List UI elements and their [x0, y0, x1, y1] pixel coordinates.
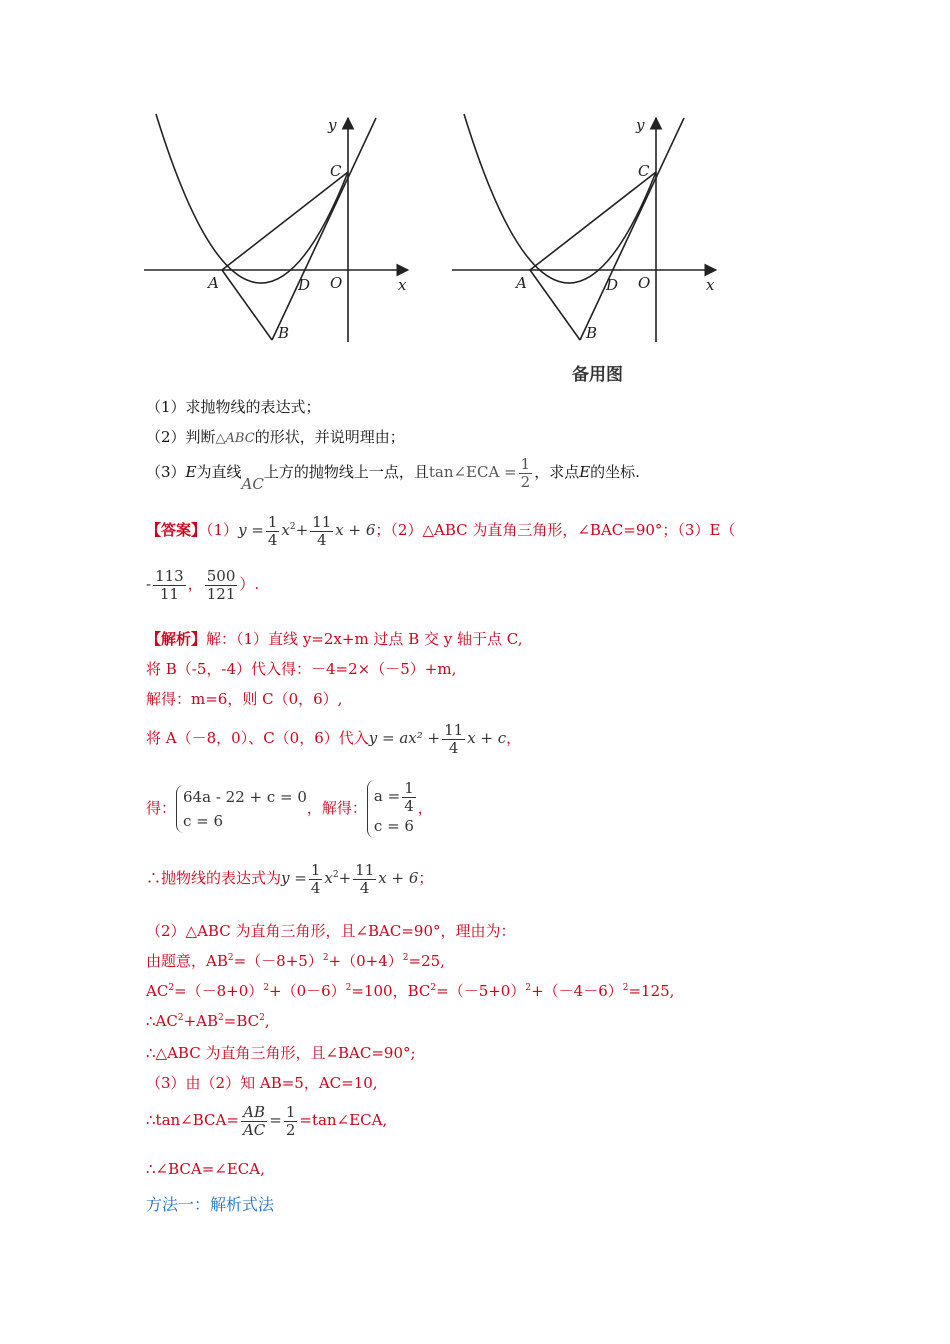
- analysis-line-9: $AC^2=(-8+0)^2+(0-6)^2=100$，$BC^2=(-5+0)^2+(-4-6)^2=125$,: [146, 982, 675, 1000]
- question-2: [146, 426, 405, 447]
- label-A-2: A: [516, 274, 527, 292]
- analysis-line-11: ∴△ABC 为直角三角形，且∠BAC=90°;: [146, 1044, 416, 1062]
- q3-post2: 的坐标.: [590, 463, 640, 481]
- question-1: （1）求抛物线的表达式；: [146, 398, 321, 416]
- answer-tag: 【答案】: [146, 521, 207, 539]
- q3-fraction: $\frac{1}{2}$: [520, 455, 531, 491]
- label-y-2: y: [636, 116, 645, 134]
- analysis-line-14: ∴∠BCA=∠ECA,: [146, 1160, 265, 1178]
- method-heading: 方法一：解析式法: [146, 1195, 275, 1214]
- answer-line-2: - $\frac{113}{11}$ ， $\frac{500}{121}$ ）.: [146, 567, 260, 603]
- question-3: [146, 455, 640, 493]
- analysis-line-1: 【解析】解：（1）直线 y=2x+m 过点 B 交 y 轴于点 C,: [146, 630, 523, 648]
- q2-post: 的形状，并说明理由；: [254, 428, 405, 446]
- label-A: A: [208, 274, 219, 292]
- label-B: B: [278, 324, 290, 342]
- label-D-2: D: [606, 276, 619, 294]
- analysis-line-13: ∴tan∠BCA= $\frac{AB}{AC}$ = $\frac{1}{2}$ =tan∠ECA,: [146, 1103, 388, 1139]
- analysis-line-5: 得：64a - 22 + c = 0 c = 6，解得：a = $\frac{1}{4}$ c = 6，: [146, 780, 433, 838]
- analysis-line-6: ∴抛物线的表达式为y = $\frac{1}{4}$ $x^2+$ $\frac{11}{4}$ x + 6；: [146, 861, 434, 897]
- q3-mid2: 上方的抛物线上一点，且: [263, 463, 429, 481]
- label-x: x: [398, 276, 407, 294]
- q3-tan: tan∠ECA =: [428, 463, 517, 481]
- label-y: y: [328, 116, 337, 134]
- answer-line-1: 【答案】（1）y = $\frac{1}{4}$ $x^2+$ $\frac{11}{4}$ x + 6；（2）△ABC 为直角三角形，∠BAC=90°；（3）E（: [146, 513, 736, 549]
- analysis-line-2: 将 B（-5，-4）代入得：－4=2×（－5）+m,: [146, 660, 457, 678]
- q2-triangle: △ABC: [215, 431, 255, 446]
- equation-system-2: a = $\frac{1}{4}$ c = 6: [367, 780, 418, 838]
- analysis-line-8: 由题意，$AB^2=(-8+5)^2+(0+4)^2=25$,: [146, 952, 445, 970]
- label-C-2: C: [638, 162, 650, 180]
- analysis-line-10: $\therefore AC^2+AB^2=BC^2$,: [146, 1012, 270, 1030]
- q3-mid1: 为直线: [196, 463, 242, 481]
- q3-E: E: [185, 463, 197, 481]
- q2-pre: （2）判断: [146, 428, 216, 446]
- label-C: C: [330, 162, 342, 180]
- q3-AC: AC: [241, 475, 264, 493]
- analysis-line-7: （2）△ABC 为直角三角形，且∠BAC=90°，理由为：: [146, 922, 516, 940]
- analysis-line-12: （3）由（2）知 AB=5，AC=10,: [146, 1074, 378, 1092]
- analysis-line-4: 将 A（－8，0）、C（0，6）代入y = ax² + $\frac{11}{4}$ x + c，: [146, 721, 522, 757]
- q3-E2: E: [579, 463, 591, 481]
- figure-caption: 备用图: [572, 365, 623, 385]
- label-x-2: x: [706, 276, 715, 294]
- label-B-2: B: [586, 324, 598, 342]
- equation-system-1: 64a - 22 + c = 0 c = 6: [176, 785, 307, 833]
- main-figure: [144, 114, 408, 342]
- label-D: D: [298, 276, 311, 294]
- label-O-2: O: [638, 274, 651, 292]
- q3-pre: （3）: [146, 463, 186, 481]
- backup-figure: [452, 114, 716, 342]
- label-O: O: [330, 274, 343, 292]
- figures: [140, 110, 740, 390]
- analysis-line-3: 解得：m=6，则 C（0，6）,: [146, 690, 343, 708]
- q3-post1: ，求点: [534, 463, 580, 481]
